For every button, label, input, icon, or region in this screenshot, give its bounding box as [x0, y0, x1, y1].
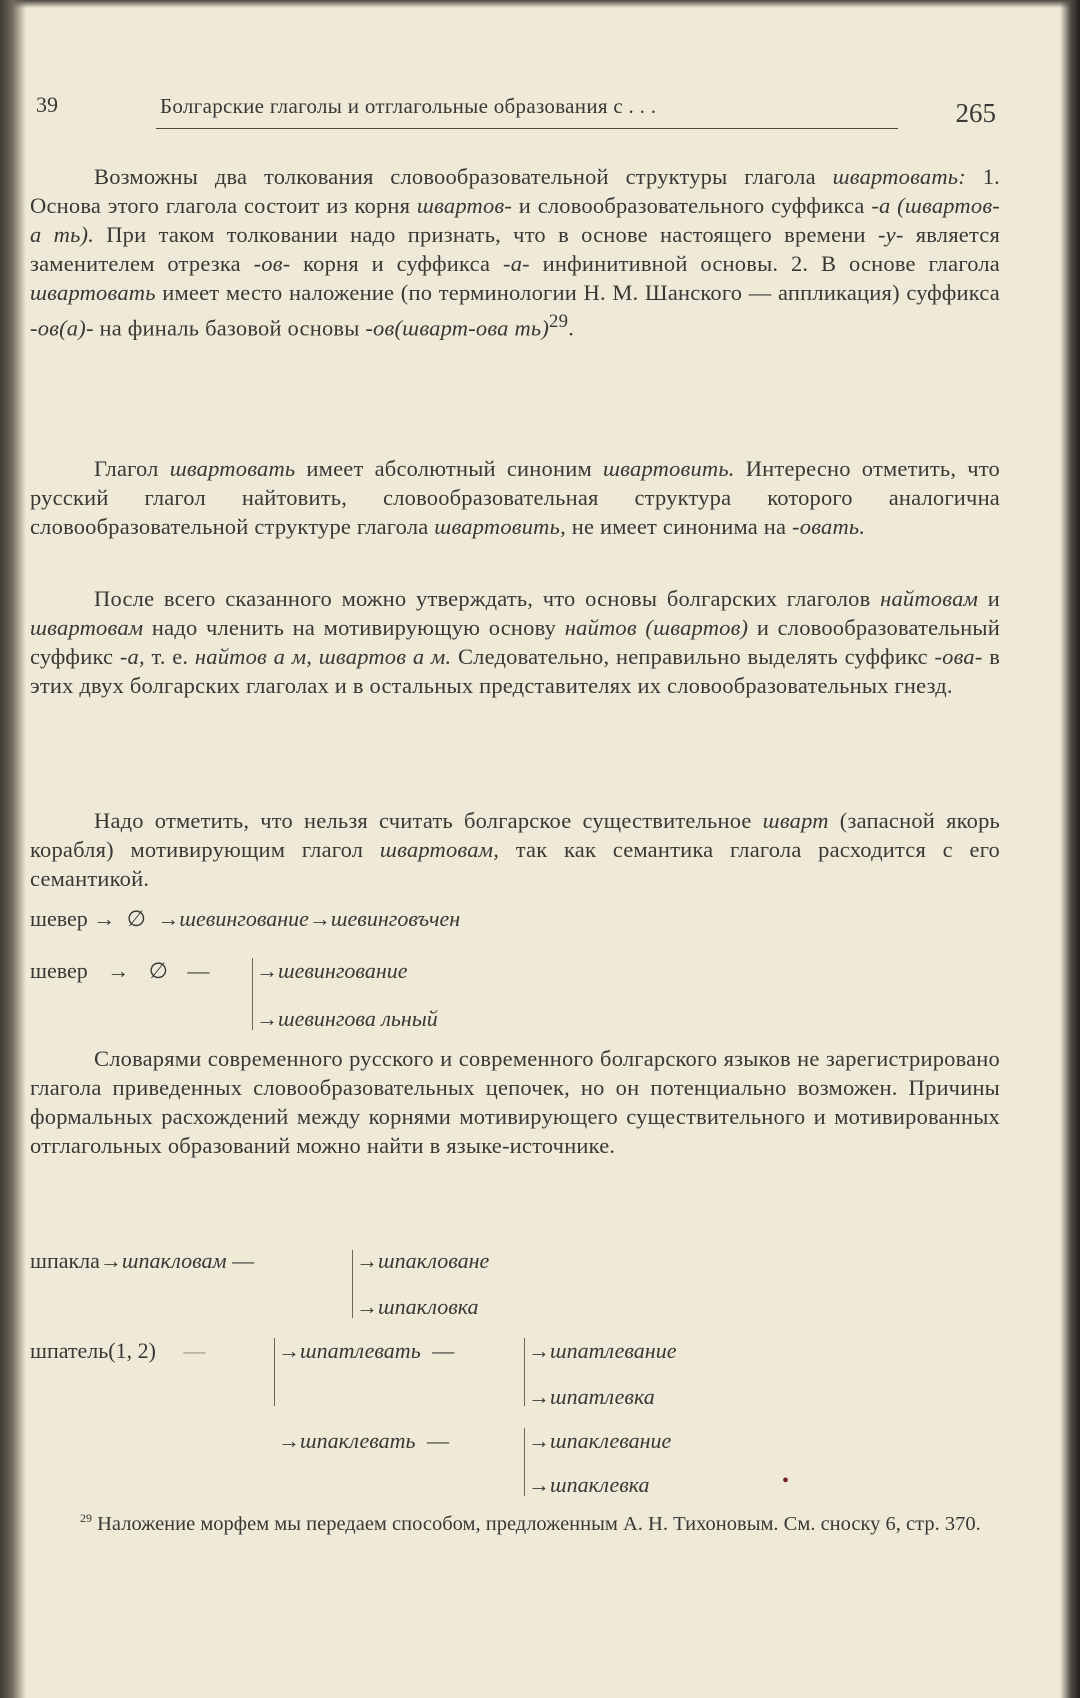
book-page [30, 0, 1030, 1698]
footnote-ref: 29 [549, 311, 569, 332]
arrow-icon: → [528, 1472, 550, 1497]
text-run: инфинитивной основы. 2. В основе глагола [529, 251, 1000, 276]
scheme-bracket-line [524, 1338, 525, 1406]
italic-term: -ова- [934, 644, 983, 669]
italic-term: -а- [503, 251, 530, 276]
italic-term: найтов (швартов) [564, 615, 749, 640]
scheme-derivative: шпатлевание [550, 1338, 677, 1363]
empty-set-icon: ∅ [126, 906, 146, 931]
book-spine-shadow [0, 0, 26, 1698]
text-run: Словарями современного русского и современного болгарского языков не зарегистрировано глагола приведенных словообразовательных цепочек, но он потенциально возможен. Причины формальных расхождений между корнями мотивирующего существительного и мотивированных отглагольных образований можно найти в языке-источнике. [30, 1046, 1000, 1158]
text-run: Следовательно, неправильно выделять суффикс [451, 644, 935, 669]
text-run: является заменителем отрезка [30, 222, 1000, 276]
paragraph-synonym [30, 454, 1000, 541]
scheme-derivative: шпакловка [378, 1294, 479, 1319]
scheme-derivative: шпатлевка [550, 1384, 655, 1409]
text-run: и словообразовательного суффикса [512, 193, 872, 218]
italic-term: найтовам [880, 586, 979, 611]
header-rule [156, 128, 898, 129]
footnote [30, 1506, 1000, 1537]
arrow-icon: → [107, 958, 130, 983]
scheme-shpatel-v1-d2 [528, 1384, 655, 1410]
arrow-icon: → [93, 906, 116, 931]
scheme-shpatel-v2-d1 [528, 1428, 671, 1454]
scheme-derivative: шевингование [179, 906, 309, 931]
scheme-shpatel-v1-d1 [528, 1338, 676, 1364]
scheme-base-word: шевер [30, 958, 88, 983]
italic-term: швартовить. [603, 456, 735, 481]
scheme-shpatel-v1 [278, 1338, 454, 1364]
italic-term: -а, [119, 644, 145, 669]
arrow-icon: → [99, 1248, 122, 1273]
text-run: надо членить на мотивирующую основу [143, 615, 565, 640]
running-header [36, 92, 996, 138]
italic-term: швартовам [30, 615, 144, 640]
italic-term: -ов(шварт-ова ть) [365, 315, 550, 341]
page-right-edge-shadow [1060, 0, 1080, 1698]
text-run: имеет абсолютный синоним [295, 456, 603, 481]
text-run: на финаль базовой основы [93, 315, 366, 341]
italic-term: шварт [762, 808, 829, 833]
scheme-shever-russian-d1 [256, 958, 408, 984]
header-page-ref: 39 [36, 92, 58, 117]
scheme-dash: — [427, 1428, 450, 1453]
italic-term: швартовам, [379, 837, 500, 862]
footnote-text: Наложение морфем мы передаем способом, предложенным А. Н. Тихоновым. См. сноску 6, стр. 370. [97, 1512, 981, 1535]
italic-term: -а (швартов-а ть). [30, 193, 1000, 247]
italic-term: швартовить, [434, 514, 566, 539]
italic-term: швартовать [30, 280, 156, 305]
italic-term: -ов- [253, 251, 291, 276]
scheme-verb: шпакловам [121, 1248, 227, 1273]
text-run: имеет место наложение (по терминологии Н. М. Шанского — аппликация) суффикса [155, 280, 1000, 305]
scheme-shpakla-base [30, 1248, 254, 1274]
arrow-icon: → [157, 906, 180, 931]
arrow-icon: → [528, 1338, 550, 1363]
text-run: Интересно отметить, что русский глагол найтовить, словообразовательная структура которого аналогична словообразовательной структуре глагола [30, 456, 1001, 539]
text-run: Надо отметить, что нельзя считать болгарское существительное [94, 808, 763, 833]
scheme-derivative: шевингование [278, 958, 408, 983]
scheme-shpatel-base [30, 1338, 205, 1364]
scheme-base-word: шпатель(1, 2) [30, 1338, 156, 1363]
arrow-icon: → [356, 1294, 378, 1319]
paragraph-two-interpretations [30, 162, 1000, 343]
scheme-derivative: шпаклевка [550, 1472, 650, 1497]
text-run: не имеет синонима на [565, 514, 793, 539]
text-run: При таком толковании надо признать, что в основе настоящего времени [94, 222, 878, 247]
scheme-shever-russian-base [30, 958, 209, 984]
arrow-icon: → [308, 906, 331, 931]
scheme-bracket-line [524, 1428, 525, 1496]
scheme-bracket-line [352, 1250, 353, 1318]
arrow-icon: → [278, 1428, 300, 1453]
scheme-dash: — [432, 1338, 455, 1363]
arrow-icon: → [356, 1248, 378, 1273]
text-run: Глагол [94, 456, 170, 481]
italic-term: -у- [877, 222, 904, 247]
text-run: После всего сказанного можно утверждать, что основы болгарских глаголов [94, 586, 881, 611]
paragraph-segmentation [30, 584, 1000, 700]
scheme-shpatel-v2-d2 [528, 1472, 650, 1498]
scheme-shpakla-d2 [356, 1294, 479, 1320]
paragraph-shvart-noun [30, 806, 1000, 893]
italic-term: швартовать [169, 456, 296, 481]
text-run: т. е. [144, 644, 195, 669]
text-run: корня и суффикса [290, 251, 503, 276]
scheme-bracket-line [252, 958, 253, 1030]
italic-term: -овать. [792, 514, 866, 539]
italic-term: -ов(а)- [30, 315, 94, 341]
scheme-dash: — [187, 958, 210, 983]
scheme-derivative: шпакловане [378, 1248, 490, 1273]
scheme-shpatel-v2 [278, 1428, 449, 1454]
empty-set-icon: ∅ [148, 958, 168, 983]
text-run: . [568, 315, 575, 341]
margin-mark: • [782, 1470, 790, 1492]
italic-term: найтов а м, швартов а м. [194, 644, 452, 669]
footnote-number: 29 [80, 1511, 92, 1525]
text-run: Возможны два толкования словообразовательной структуры глагола [94, 164, 833, 189]
text-run: (запасной якорь корабля) мотивирующим глагол [30, 808, 1000, 862]
arrow-icon: → [256, 958, 278, 983]
text-run: 1. Основа этого глагола состоит из корня [30, 164, 1000, 218]
arrow-icon: → [528, 1428, 550, 1453]
header-page-number: 265 [955, 98, 996, 128]
scheme-verb: шпаклевать [300, 1428, 416, 1453]
scheme-bracket-line [274, 1338, 275, 1406]
scheme-derivative: шевингова льный [278, 1006, 438, 1031]
arrow-icon: → [528, 1384, 550, 1409]
scheme-derivative: шпаклевание [550, 1428, 672, 1453]
italic-term: швартов- [416, 193, 513, 218]
scheme-dash: — [183, 1338, 206, 1363]
text-run: так как семантика глагола расходится с его семантикой. [30, 837, 1001, 891]
scheme-shpakla-d1 [356, 1248, 489, 1274]
paragraph-dictionaries [30, 1044, 1000, 1160]
italic-term: швартовать: [832, 164, 966, 189]
scheme-base-word: шевер [30, 906, 88, 931]
text-run: и [978, 586, 1000, 611]
text-run: и словообразовательный суффикс [30, 615, 1000, 669]
scheme-verb: шпатлевать [300, 1338, 421, 1363]
arrow-icon: → [256, 1006, 278, 1031]
scheme-shever-russian-d2 [256, 1006, 438, 1032]
scheme-dash: — [232, 1248, 255, 1273]
scheme-shever-bulgarian [30, 906, 460, 932]
scheme-base-word: шпакла [30, 1248, 100, 1273]
arrow-icon: → [278, 1338, 300, 1363]
scheme-derivative: шевинговъчен [330, 906, 461, 931]
header-running-title: Болгарские глаголы и отглагольные образования с . . . [160, 94, 657, 118]
text-run: в этих двух болгарских глаголах и в остальных представителях их словообразовательных гнезд. [30, 644, 1001, 698]
